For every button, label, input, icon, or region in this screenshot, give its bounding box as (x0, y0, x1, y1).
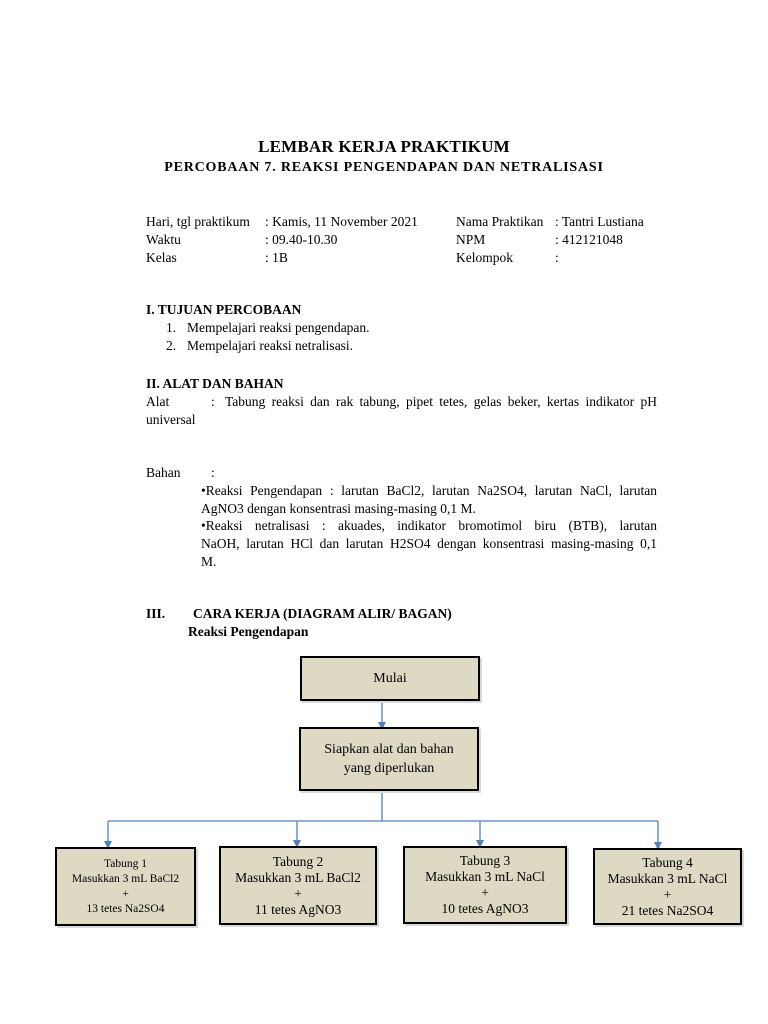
tube-3-line-1: Masukkan 3 mL NaCl (425, 869, 545, 884)
info-label-class: Kelas (146, 250, 177, 265)
flow-box-tube-3 (403, 846, 567, 924)
objective-item-2: Mempelajari reaksi netralisasi. (187, 338, 354, 353)
materials-line-2: AgNO3 dengan konsentrasi masing-masing 0,1 M. (201, 501, 476, 516)
materials-colon: : (211, 465, 215, 480)
info-value-npm: : 412121048 (555, 232, 623, 247)
document-title: LEMBAR KERJA PRAKTIKUM (258, 137, 510, 156)
tube-1-title: Tabung 1 (104, 857, 147, 870)
tube-4-line-1: Masukkan 3 mL NaCl (607, 870, 728, 886)
info-value-date: : Kamis, 11 November 2021 (265, 214, 418, 229)
tube-3-line-2: 10 tetes AgNO3 (441, 901, 529, 916)
info-value-time: : 09.40-10.30 (265, 232, 338, 247)
flow-prepare-line-1: Siapkan alat dan bahan (324, 742, 454, 757)
procedure-subheading: Reaksi Pengendapan (188, 624, 309, 639)
objective-item-1: Mempelajari reaksi pengendapan. (187, 320, 370, 335)
tube-4-plus: + (663, 886, 672, 902)
info-value-name: : Tantri Lustiana (555, 214, 644, 229)
flow-box-start (300, 656, 480, 701)
section-procedure-heading: CARA KERJA (DIAGRAM ALIR/ BAGAN) (193, 606, 452, 621)
tube-1-line-1: Masukkan 3 mL BaCl2 (71, 872, 180, 885)
objective-number-1: 1. (166, 320, 177, 335)
tube-2-line-2: 11 tetes AgNO3 (254, 901, 342, 917)
section-objective-heading: I. TUJUAN PERCOBAAN (146, 302, 302, 317)
tube-2-line-1: Masukkan 3 mL BaCl2 (235, 869, 361, 885)
tools-text-line-1: Tabung reaksi dan rak tabung, pipet tetes, gelas beker, kertas indikator pH (225, 394, 657, 409)
materials-line-3: •Reaksi netralisasi : akuades, indikator bromotimol biru (BTB), larutan (201, 518, 657, 533)
tube-3-plus: + (481, 885, 489, 900)
materials-line-1: •Reaksi Pengendapan : larutan BaCl2, larutan Na2SO4, larutan NaCl, larutan (201, 483, 657, 498)
tube-2-title: Tabung 2 (272, 853, 324, 869)
materials-line-5: M. (201, 554, 217, 569)
info-value-class: : 1B (265, 250, 288, 265)
info-label-name: Nama Praktikan (456, 214, 544, 229)
flow-prepare-line-2: yang diperlukan (343, 761, 435, 776)
flow-box-tube-4 (593, 848, 742, 925)
tube-4-title: Tabung 4 (642, 854, 693, 870)
tube-4-line-2: 21 tetes Na2SO4 (621, 902, 714, 918)
flow-start-label: Mulai (373, 670, 407, 686)
tools-text-line-2: universal (146, 412, 196, 427)
tools-colon: : (211, 394, 215, 409)
materials-line-4: NaOH, larutan HCl dan larutan H2SO4 dengan konsentrasi masing-masing 0,1 (201, 536, 657, 551)
flow-box-prepare (299, 727, 479, 791)
info-label-time: Waktu (146, 232, 181, 247)
section-procedure-number: III. (146, 606, 166, 621)
tube-2-plus: + (294, 885, 302, 901)
document-subtitle: PERCOBAAN 7. REAKSI PENGENDAPAN DAN NETRALISASI (164, 160, 604, 175)
materials-label: Bahan (146, 465, 181, 480)
section-tools-heading: II. ALAT DAN BAHAN (146, 376, 284, 391)
tube-3-title: Tabung 3 (459, 853, 511, 868)
info-label-group: Kelompok (456, 250, 513, 265)
objective-number-2: 2. (166, 338, 177, 353)
flow-box-tube-1 (55, 847, 196, 926)
info-value-group: : (555, 250, 559, 265)
flow-box-tube-2 (219, 846, 377, 925)
tools-label: Alat (146, 394, 170, 409)
info-label-npm: NPM (456, 232, 486, 247)
tube-1-line-2: 13 tetes Na2SO4 (86, 902, 165, 915)
info-label-date: Hari, tgl praktikum (146, 214, 250, 229)
tube-1-plus: + (122, 887, 129, 900)
